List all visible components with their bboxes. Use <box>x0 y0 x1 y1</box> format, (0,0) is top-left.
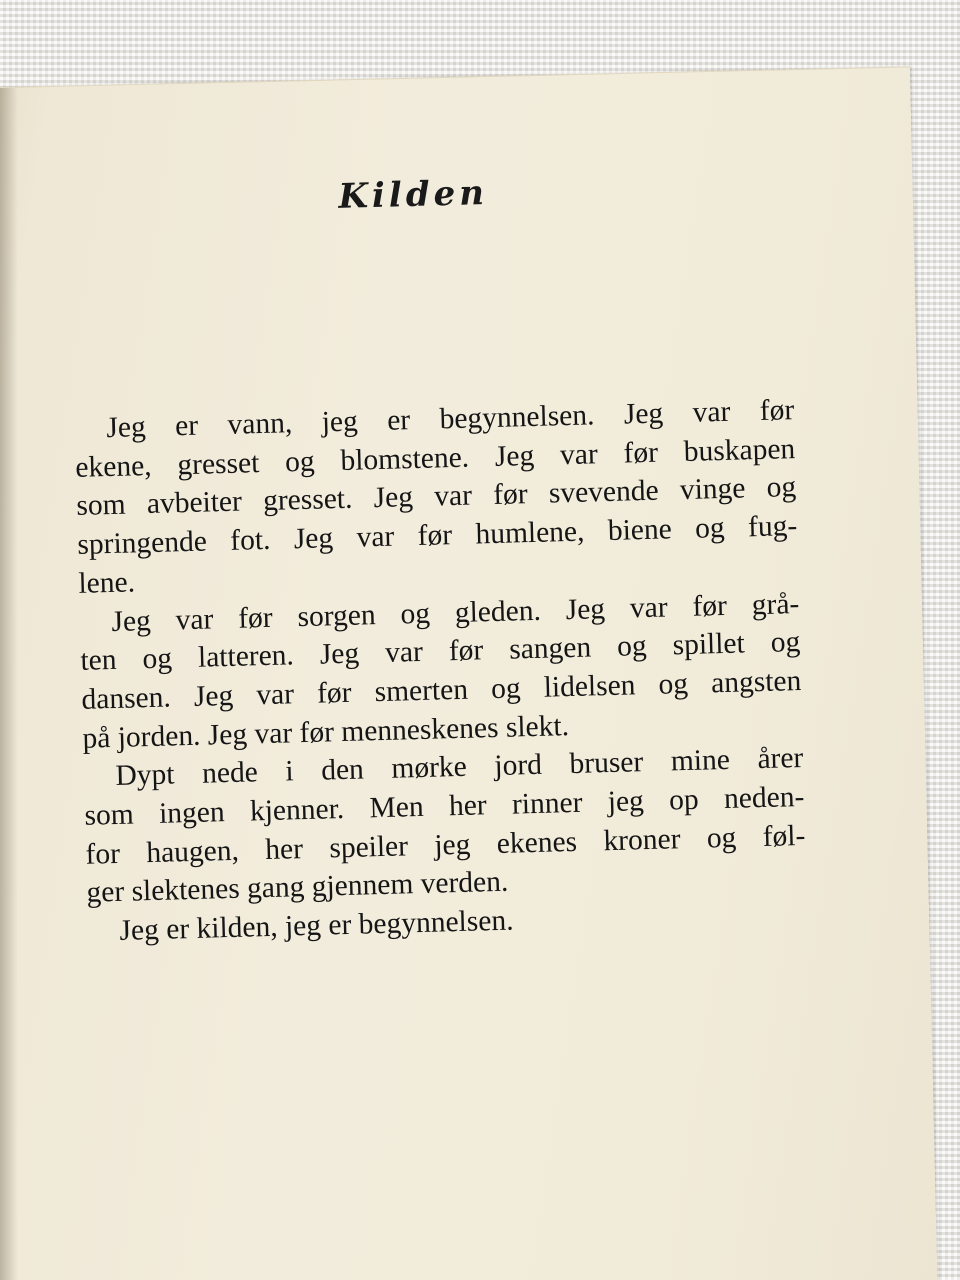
paragraph-1 <box>74 391 799 603</box>
paragraph-2 <box>79 585 803 759</box>
text-line: ger slektenes gang gjennem verden. <box>86 866 509 910</box>
text-line: Dypt nede i den mørke jord bruser mine årer <box>115 742 804 793</box>
text-line: springende fot. Jeg var før humlene, biene og fug- <box>77 510 798 561</box>
text-line: som avbeiter gresset. Jeg var før svevende vinge og <box>76 471 797 523</box>
text-line: dansen. Jeg var før smerten og lidelsen og angsten <box>81 664 802 716</box>
text-line: Jeg er kilden, jeg er begynnelsen. <box>119 904 514 948</box>
text-line: på jorden. Jeg var før menneskenes slekt. <box>82 709 570 755</box>
text-line: Jeg var før sorgen og gleden. Jeg var før grå- <box>111 587 800 638</box>
book-spine-shadow <box>0 88 18 1280</box>
paragraph-3 <box>83 739 807 913</box>
text-line: lene. <box>78 566 136 600</box>
text-line: ekene, gresset og blomstene. Jeg var før buskapen <box>75 432 796 484</box>
chapter-title: Kilden <box>337 173 489 217</box>
text-line: Jeg er vann, jeg er begynnelsen. Jeg var før <box>105 394 795 445</box>
text-line: som ingen kjenner. Men her rinner jeg op neden- <box>84 780 805 832</box>
page-text <box>68 165 808 951</box>
text-line: for haugen, her speiler jeg ekenes kroner og føl- <box>85 819 806 871</box>
text-line: ten og latteren. Jeg var før sangen og spillet og <box>80 626 801 678</box>
